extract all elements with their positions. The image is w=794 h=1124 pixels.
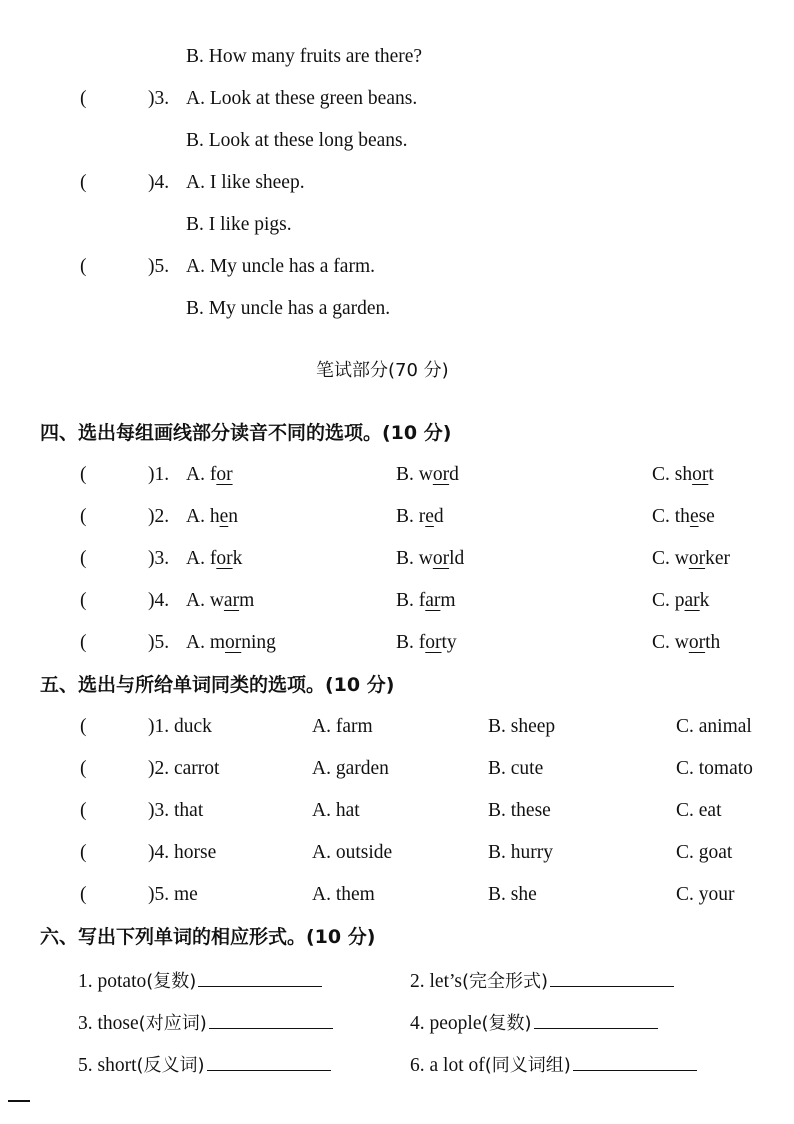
option-a: A. I like sheep. (186, 172, 305, 193)
option-a (186, 502, 238, 532)
listening-question-5-b (0, 294, 794, 324)
underlined-letters: e (219, 506, 229, 527)
section6-header (0, 922, 794, 952)
option-b (396, 460, 459, 490)
option-text: ld (449, 548, 465, 569)
question-number: )4. (148, 590, 170, 611)
section4-header (0, 418, 794, 448)
listening-row-2b (0, 42, 794, 72)
word-item (78, 1006, 333, 1039)
word: 6. a lot of (410, 1055, 485, 1076)
hint: (对应词) (138, 1013, 207, 1034)
section5-header (0, 670, 794, 700)
option-c: C. animal (676, 716, 752, 737)
option-text: th (705, 632, 721, 653)
option-text: C. p (652, 590, 685, 611)
option-a: A. Look at these green beans. (186, 88, 418, 109)
option-b: B. Look at these long beans. (186, 130, 408, 151)
option-b: B. these (488, 800, 551, 821)
option-c: C. eat (676, 800, 722, 821)
option-a (186, 544, 242, 574)
option-a: A. outside (312, 842, 393, 863)
question-word: )2. carrot (148, 758, 220, 779)
section6-row-1 (0, 964, 794, 994)
option-text: m (239, 590, 255, 611)
option-text: A. f (186, 548, 217, 569)
word: 3. those (78, 1013, 139, 1034)
answer-paren: ( (80, 172, 87, 193)
word-item (410, 1048, 697, 1081)
question-word: )4. horse (148, 842, 217, 863)
option-c: C. tomato (676, 758, 753, 779)
section5-row (0, 712, 794, 742)
listening-question-5 (0, 252, 794, 282)
section4-row (0, 502, 794, 532)
option-text: d (433, 506, 444, 527)
question-number: )5. (148, 256, 170, 277)
question-word: )5. me (148, 884, 198, 905)
section6-title: 六、写出下列单词的相应形式。(10 分) (40, 926, 376, 948)
option-b (396, 586, 456, 616)
answer-paren[interactable]: ( (80, 800, 87, 821)
option-text: A. m (186, 632, 225, 653)
question-word: )1. duck (148, 716, 212, 737)
section4-title: 四、选出每组画线部分读音不同的选项。(10 分) (40, 422, 452, 444)
option-a: A. farm (312, 716, 373, 737)
word-item (410, 964, 674, 997)
option-a: A. My uncle has a farm. (186, 256, 375, 277)
answer-paren: ( (80, 88, 87, 109)
listening-question-4-b (0, 210, 794, 240)
section5-row (0, 796, 794, 826)
underlined-letters: ar (223, 590, 240, 611)
option-text: C. th (652, 506, 690, 527)
answer-paren[interactable]: ( (80, 842, 87, 863)
answer-blank[interactable] (207, 1048, 331, 1071)
underlined-letters: e (689, 506, 699, 527)
option-b: B. she (488, 884, 537, 905)
written-part-title: 笔试部分(70 分) (316, 360, 449, 381)
underlined-letters: or (432, 548, 450, 569)
option-text: C. w (652, 632, 689, 653)
answer-paren[interactable]: ( (80, 632, 87, 653)
question-number: )5. (148, 632, 170, 653)
question-number: )3. (148, 88, 170, 109)
option-text: t (708, 464, 714, 485)
section5-row (0, 754, 794, 784)
option-b: B. How many fruits are there? (186, 46, 423, 67)
option-a: A. them (312, 884, 375, 905)
underlined-letters: or (692, 464, 709, 485)
section6-row-3 (0, 1048, 794, 1078)
option-text: ty (441, 632, 457, 653)
option-text: B. r (396, 506, 426, 527)
word: 2. let’s (410, 971, 462, 992)
section4-row (0, 460, 794, 490)
option-text: A. w (186, 590, 224, 611)
question-word: )3. that (148, 800, 204, 821)
underlined-letters: or (425, 632, 442, 653)
option-c (652, 544, 730, 574)
option-c (652, 460, 714, 490)
answer-paren[interactable]: ( (80, 548, 87, 569)
underlined-letters: e (425, 506, 434, 527)
written-part-title-row (0, 356, 794, 386)
answer-blank[interactable] (198, 964, 322, 987)
question-number: )3. (148, 548, 170, 569)
underlined-letters: ar (684, 590, 700, 611)
option-c (652, 628, 720, 658)
section5-title: 五、选出与所给单词同类的选项。(10 分) (40, 674, 395, 696)
option-c: C. goat (676, 842, 733, 863)
option-a: A. hat (312, 800, 360, 821)
option-b (396, 628, 457, 658)
option-text: m (440, 590, 456, 611)
answer-paren[interactable]: ( (80, 758, 87, 779)
section6-row-2 (0, 1006, 794, 1036)
word: 4. people (410, 1013, 482, 1034)
hint: (反义词) (136, 1055, 205, 1076)
answer-paren[interactable]: ( (80, 716, 87, 737)
word-item (78, 964, 322, 997)
option-text: C. w (652, 548, 689, 569)
option-b: B. I like pigs. (186, 214, 292, 235)
option-a (186, 628, 276, 658)
question-number: )1. (148, 464, 170, 485)
option-text: n (228, 506, 238, 527)
option-c (652, 502, 715, 532)
option-a: A. garden (312, 758, 389, 779)
option-text: B. f (396, 590, 426, 611)
answer-paren[interactable]: ( (80, 464, 87, 485)
underlined-letters: or (216, 464, 233, 485)
section4-row (0, 628, 794, 658)
option-a (186, 586, 254, 616)
answer-blank[interactable] (534, 1006, 658, 1029)
option-c (652, 586, 709, 616)
underlined-letters: or (216, 548, 233, 569)
option-text: A. h (186, 506, 220, 527)
option-text: d (449, 464, 459, 485)
section5-row (0, 880, 794, 910)
option-b: B. sheep (488, 716, 556, 737)
option-b: B. cute (488, 758, 544, 779)
option-b (396, 502, 444, 532)
underlined-letters: or (688, 632, 706, 653)
option-a (186, 460, 233, 490)
answer-paren[interactable]: ( (80, 506, 87, 527)
option-text: B. w (396, 464, 433, 485)
answer-blank[interactable] (550, 964, 674, 987)
answer-paren[interactable]: ( (80, 590, 87, 611)
hint: (同义词组) (484, 1055, 571, 1076)
option-b: B. hurry (488, 842, 553, 863)
option-b (396, 544, 464, 574)
section5-row (0, 838, 794, 868)
option-text: ning (241, 632, 276, 653)
underlined-letters: ar (425, 590, 441, 611)
option-text: C. sh (652, 464, 693, 485)
option-text: k (699, 590, 710, 611)
listening-question-3 (0, 84, 794, 114)
option-text: se (698, 506, 715, 527)
hint: (完全形式) (462, 971, 549, 992)
word-item (78, 1048, 331, 1081)
answer-blank[interactable] (573, 1048, 697, 1071)
answer-paren: ( (80, 256, 87, 277)
hint: (复数) (481, 1013, 532, 1034)
section4-row (0, 586, 794, 616)
word: 1. potato (78, 971, 147, 992)
listening-question-3-b (0, 126, 794, 156)
option-text: B. w (396, 548, 433, 569)
option-c: C. your (676, 884, 735, 905)
option-text: B. f (396, 632, 426, 653)
question-number: )4. (148, 172, 170, 193)
answer-paren[interactable]: ( (80, 884, 87, 905)
underlined-letters: or (688, 548, 706, 569)
answer-blank[interactable] (209, 1006, 333, 1029)
word-item (410, 1006, 658, 1039)
section4-row (0, 544, 794, 574)
word: 5. short (78, 1055, 137, 1076)
underlined-letters: or (432, 464, 450, 485)
listening-question-4 (0, 168, 794, 198)
option-text: ker (705, 548, 730, 569)
option-text: k (232, 548, 243, 569)
option-b: B. My uncle has a garden. (186, 298, 391, 319)
underlined-letters: or (225, 632, 242, 653)
hint: (复数) (146, 971, 197, 992)
page-edge-mark (8, 1100, 30, 1102)
question-number: )2. (148, 506, 170, 527)
option-text: A. f (186, 464, 217, 485)
